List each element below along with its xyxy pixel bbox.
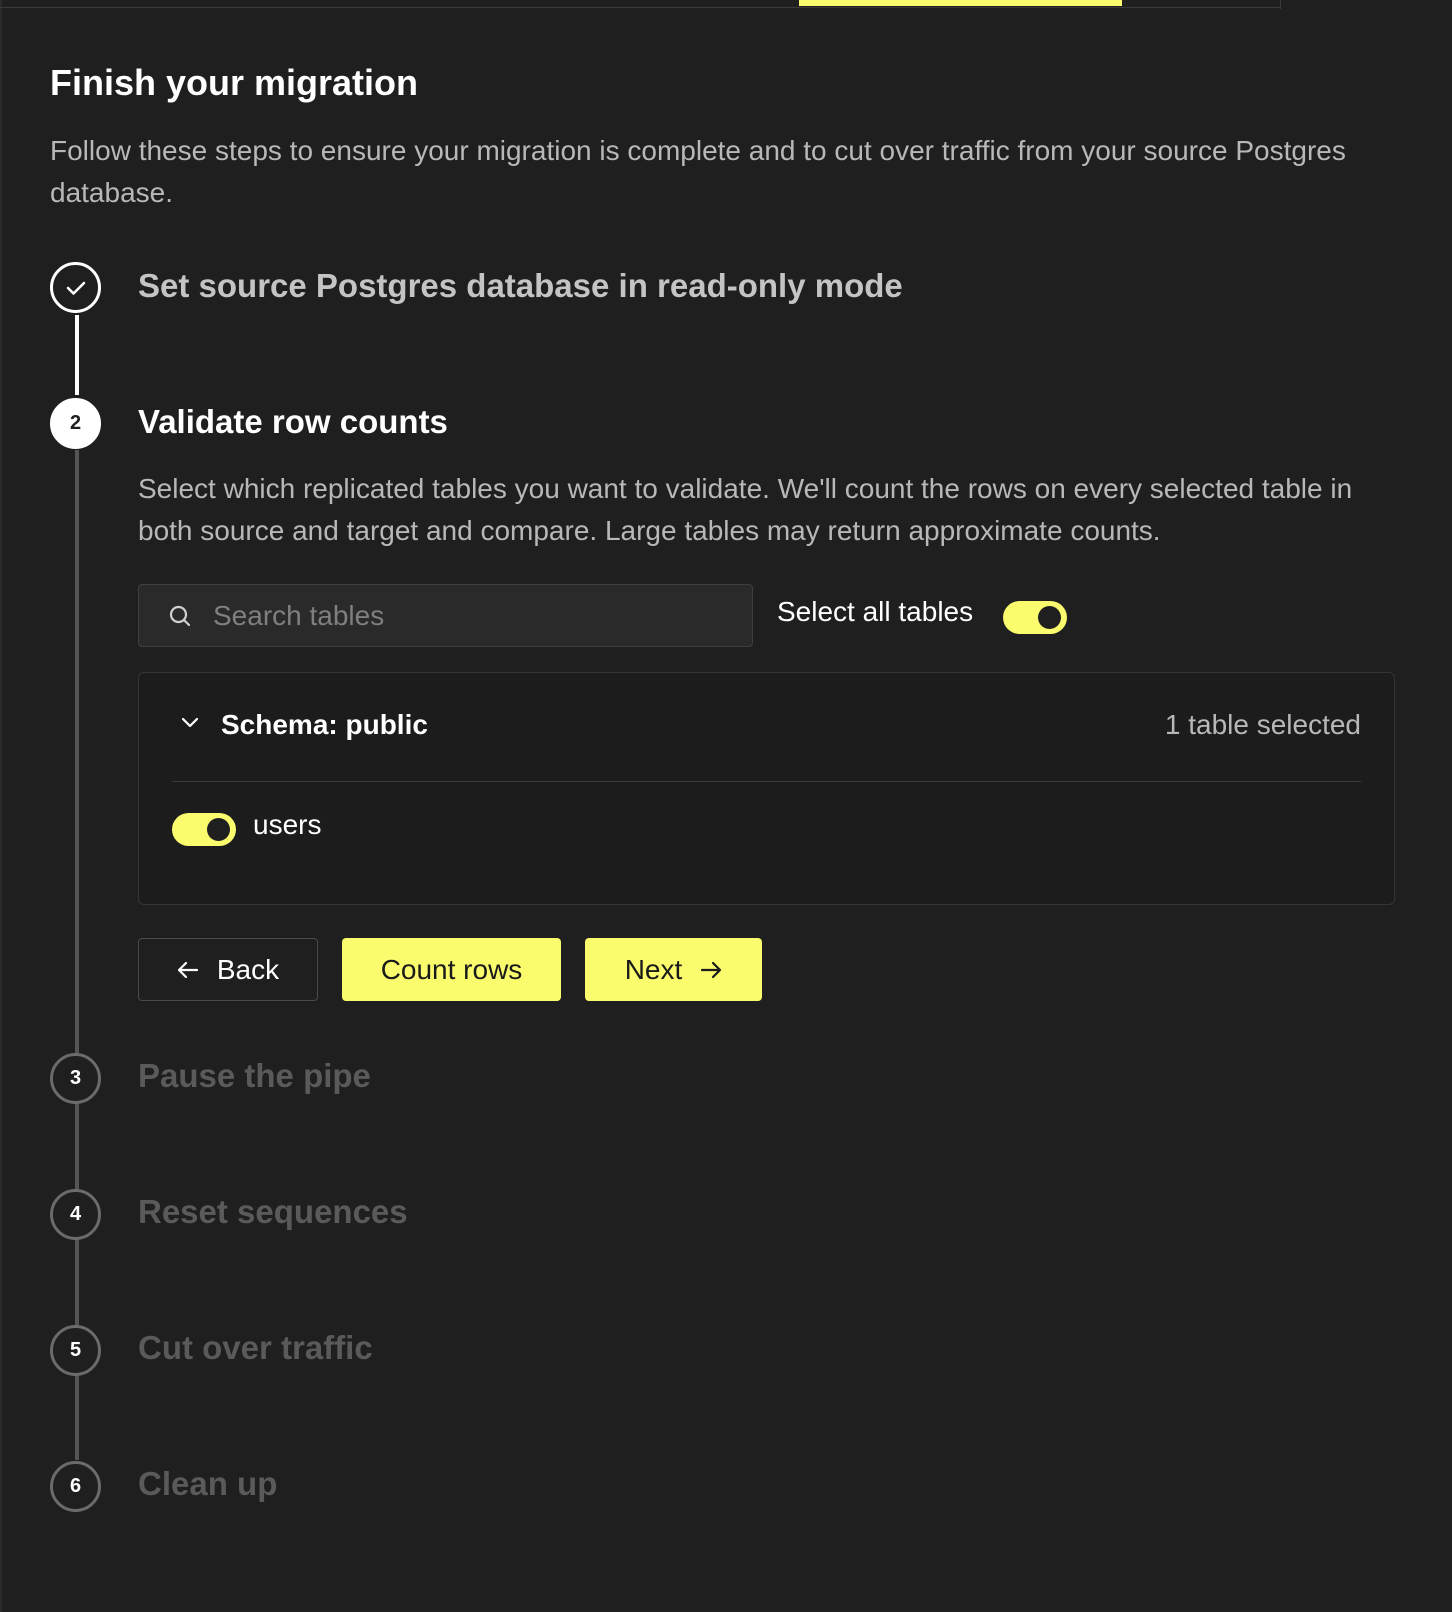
tab-bar xyxy=(0,0,1452,9)
timeline-connector-pending xyxy=(75,450,79,1460)
page-title: Finish your migration xyxy=(50,62,419,103)
check-icon xyxy=(66,280,86,296)
step-5-indicator: 5 xyxy=(50,1325,101,1376)
schema-label[interactable]: Schema: public xyxy=(221,709,428,740)
step-2-title: Validate row counts xyxy=(138,403,448,440)
chevron-down-icon[interactable] xyxy=(181,717,199,729)
back-button-label: Back xyxy=(216,953,280,985)
step-2-indicator: 2 xyxy=(50,398,101,449)
tab-bar-divider xyxy=(0,7,1280,8)
arrow-right-icon xyxy=(700,961,722,979)
step-4-indicator: 4 xyxy=(50,1189,101,1240)
toggle-knob xyxy=(207,818,230,841)
step-5-title: Cut over traffic xyxy=(138,1329,373,1366)
page-subtitle: Follow these steps to ensure your migration is complete and to cut over traffic from your source Postgres database. xyxy=(50,135,1346,208)
tab-bar-edge xyxy=(1280,0,1281,9)
active-tab-indicator xyxy=(799,0,1122,6)
count-rows-button-label: Count rows xyxy=(380,953,523,985)
schema-panel xyxy=(138,672,1395,905)
panel-left-edge xyxy=(0,0,2,1612)
next-button[interactable] xyxy=(585,938,762,1001)
step-6-indicator: 6 xyxy=(50,1461,101,1512)
table-toggle-users[interactable] xyxy=(172,813,236,846)
step-3-indicator: 3 xyxy=(50,1053,101,1104)
step-3-title: Pause the pipe xyxy=(138,1057,371,1094)
count-rows-button[interactable] xyxy=(342,938,561,1001)
select-all-label: Select all tables xyxy=(777,596,974,627)
back-button[interactable] xyxy=(138,938,318,1001)
step-6-title: Clean up xyxy=(138,1465,278,1502)
step-description: Select which replicated tables you want to validate. We'll count the rows on every selected table in both source and target and compare. Large tables may return approximate counts. xyxy=(138,473,1353,546)
arrow-left-icon xyxy=(177,961,199,979)
select-all-toggle[interactable] xyxy=(1003,601,1067,634)
next-button-label: Next xyxy=(624,953,683,985)
search-icon xyxy=(169,605,191,627)
table-name: users xyxy=(253,809,322,840)
search-input[interactable] xyxy=(211,599,735,633)
timeline-connector-completed xyxy=(75,315,79,395)
step-1-indicator xyxy=(50,262,101,313)
step-4-title: Reset sequences xyxy=(138,1193,408,1230)
step-1-title[interactable]: Set source Postgres database in read-only mode xyxy=(138,267,903,304)
panel-divider xyxy=(172,781,1361,782)
selected-count: 1 table selected xyxy=(1164,709,1361,740)
search-field[interactable] xyxy=(138,584,753,647)
toggle-knob xyxy=(1038,606,1061,629)
